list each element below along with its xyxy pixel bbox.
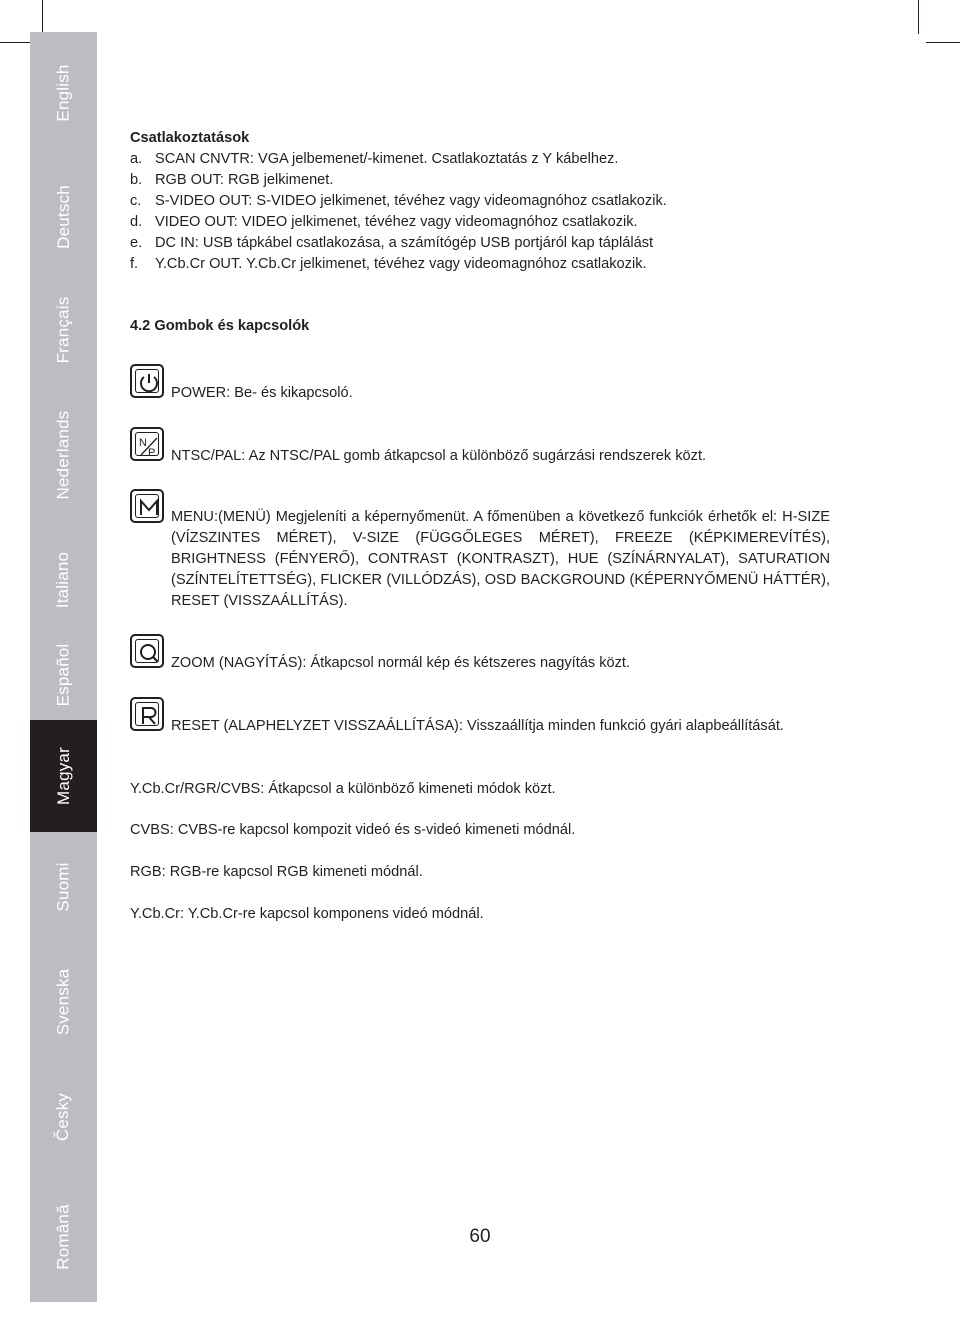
zoom-icon [130, 634, 164, 668]
list-marker: a. [130, 151, 143, 167]
list-marker: d. [130, 214, 143, 230]
language-label: English [53, 64, 73, 122]
language-tab-cesky[interactable] [30, 1062, 97, 1172]
svg-text:P: P [148, 447, 156, 459]
ntsc-pal-description: NTSC/PAL: Az NTSC/PAL gomb átkapcsol a különböző sugárzási rendszerek közt. [171, 448, 707, 464]
language-label: Suomi [53, 862, 73, 912]
connections-list [130, 149, 830, 275]
list-item [130, 191, 830, 212]
language-label: Română [53, 1204, 73, 1270]
language-sidebar [30, 32, 97, 1302]
crop-mark [926, 42, 960, 43]
power-description: POWER: Be- és kikapcsoló. [171, 385, 353, 401]
list-item [130, 233, 830, 254]
ntsc-pal-icon [130, 427, 164, 461]
list-text: VIDEO OUT: VIDEO jelkimenet, tévéhez vagy videomagnóhoz csatlakozik. [155, 214, 638, 230]
language-tab-francais[interactable] [30, 280, 97, 380]
crop-mark [42, 0, 43, 34]
language-label: Svenska [53, 968, 73, 1036]
menu-description: MENU:(MENÜ) Megjeleníti a képernyőmenüt. A főmenüben a következő funkciók érhetők el: H-SIZE (VÍZSZINTES MÉRET), V-SIZE (FÜGGŐLEGES MÉRET), FREEZE (KÉPKIMEREVÍTÉS), BRIGHTNESS (FÉNYERŐ), CONTRAST (KONTRASZT), HUE (SZÍNÁRNYALAT), SATURATION (SZÍNTELÍTETTSÉG), FLICKER (VILLÓDZÁS), OSD BACKGROUND (KÉPERNYŐMENÜ HÁTTÉR), RESET (VISSZAÁLLÍTÁS). [171, 509, 830, 609]
list-marker: c. [130, 193, 142, 209]
connections-section [130, 128, 830, 275]
page-number: 60 [469, 1226, 491, 1247]
language-label: Italiano [53, 551, 73, 609]
section-title: 4.2 Gombok és kapcsolók [130, 318, 310, 334]
language-label: Magyar [53, 747, 73, 805]
language-label: Español [53, 643, 73, 707]
connections-heading: Csatlakoztatások [130, 130, 250, 146]
reset-description: RESET (ALAPHELYZET VISSZAÁLLÍTÁSA): Visszaállítja minden funkció gyári alapbeállítását. [171, 718, 784, 734]
list-item [130, 149, 830, 170]
list-text: DC IN: USB tápkábel csatlakozása, a számítógép USB portjáról kap táplálást [155, 235, 654, 251]
list-item [130, 170, 830, 191]
language-tab-magyar[interactable] [30, 720, 97, 832]
list-text: Y.Cb.Cr OUT. Y.Cb.Cr jelkimenet, tévéhez vagy videomagnóhoz csatlakozik. [155, 256, 647, 272]
list-marker: b. [130, 172, 143, 188]
language-label: Deutsch [53, 185, 73, 249]
list-item [130, 254, 830, 275]
language-tab-suomi[interactable] [30, 832, 97, 942]
language-tab-svenska[interactable] [30, 942, 97, 1062]
language-tab-deutsch[interactable] [30, 154, 97, 280]
language-tab-romana[interactable] [30, 1172, 97, 1302]
mode-paragraph: RGB: RGB-re kapcsol RGB kimeneti módnál. [130, 864, 423, 880]
list-item [130, 212, 830, 233]
power-icon [130, 364, 164, 398]
zoom-description: ZOOM (NAGYÍTÁS): Átkapcsol normál kép és kétszeres nagyítás közt. [171, 655, 631, 671]
list-marker: f. [130, 256, 139, 272]
reset-icon [130, 697, 164, 731]
language-tab-nederlands[interactable] [30, 380, 97, 530]
language-tab-espanol[interactable] [30, 630, 97, 720]
language-label: Nederlands [53, 410, 73, 500]
mode-paragraph: Y.Cb.Cr: Y.Cb.Cr-re kapcsol komponens videó módnál. [130, 906, 484, 922]
language-tab-italiano[interactable] [30, 530, 97, 630]
mode-paragraph: Y.Cb.Cr/RGR/CVBS: Átkapcsol a különböző kimeneti módok közt. [130, 781, 556, 797]
menu-icon [130, 489, 164, 523]
list-text: RGB OUT: RGB jelkimenet. [155, 172, 334, 188]
crop-mark [0, 42, 34, 43]
language-label: Česky [53, 1092, 73, 1142]
mode-paragraph: CVBS: CVBS-re kapcsol kompozit videó és s-videó kimeneti módnál. [130, 822, 576, 838]
crop-mark [918, 0, 919, 34]
list-text: SCAN CNVTR: VGA jelbemenet/-kimenet. Csatlakoztatás z Y kábelhez. [155, 151, 619, 167]
list-text: S-VIDEO OUT: S-VIDEO jelkimenet, tévéhez vagy videomagnóhoz csatlakozik. [155, 193, 667, 209]
language-tab-english[interactable] [30, 32, 97, 154]
language-label: Français [53, 296, 73, 364]
svg-text:N: N [139, 437, 147, 449]
list-marker: e. [130, 235, 143, 251]
